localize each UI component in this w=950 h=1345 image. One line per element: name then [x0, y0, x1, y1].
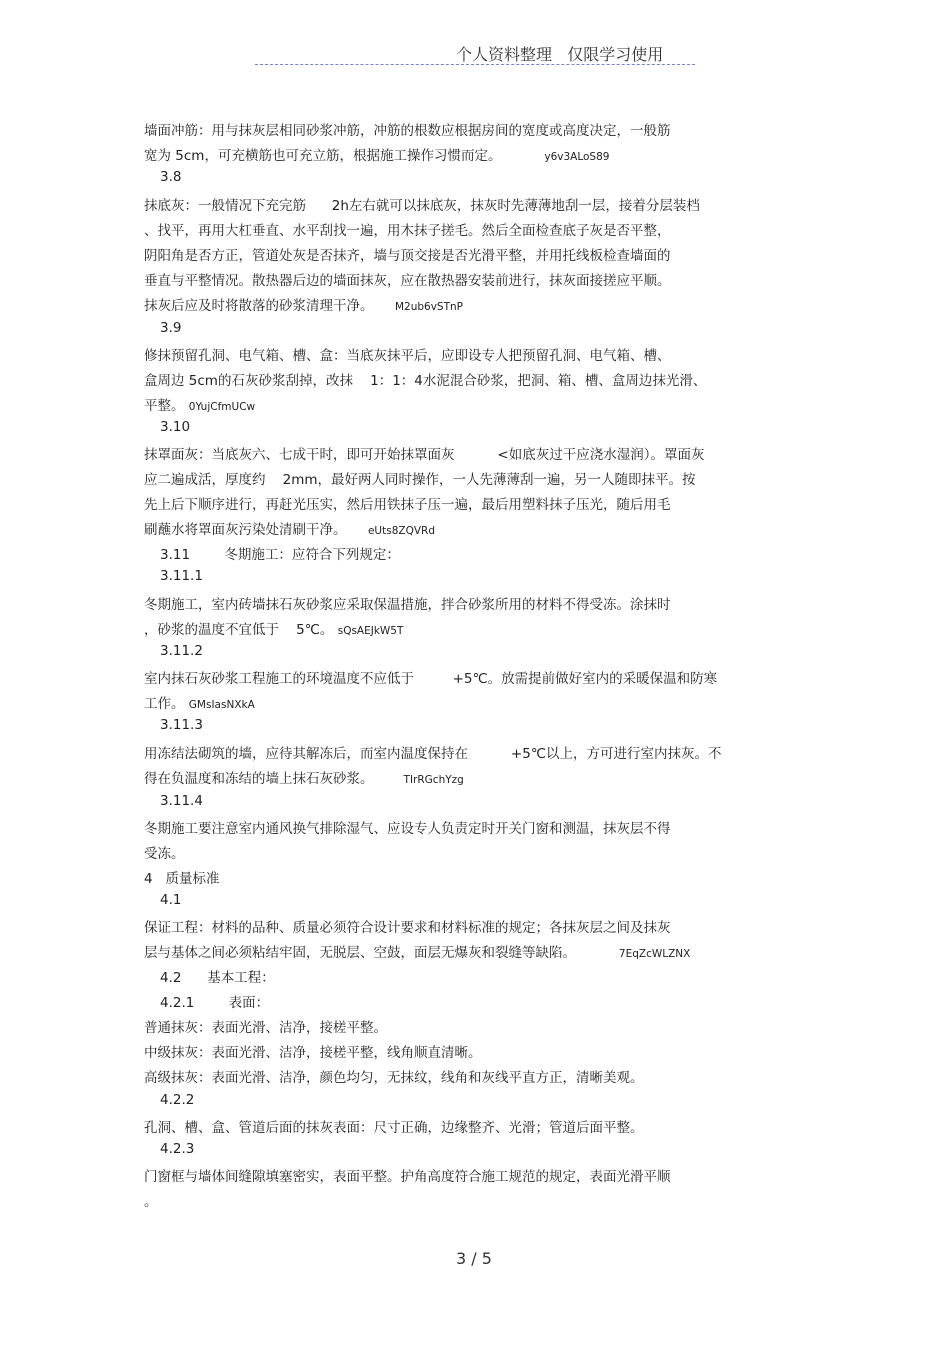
line-text: 室内抹石灰砂浆工程施工的环境温度不应低于 +5℃。放需提前做好室内的采暖保温和防寒: [144, 671, 718, 687]
line-text: ，砂浆的温度不宜低于 5℃。: [144, 622, 338, 638]
text-line: [144, 1116, 644, 1136]
line-code: GMsIasNXkA: [188, 699, 255, 711]
line-code: eUts8ZQVRd: [367, 525, 435, 537]
line-text: 层与基体之间必须粘结牢固，无脱层、空鼓，面层无爆灰和裂缝等缺陷。: [144, 945, 619, 961]
text-line: [144, 593, 671, 613]
text-line: [144, 144, 609, 164]
text-line: [144, 618, 403, 638]
text-line: [144, 842, 185, 862]
text-line: [160, 717, 203, 733]
line-text: 冬期施工，室内砖墙抹石灰砂浆应采取保温措施，拌合砂浆所用的材料不得受冻。涂抹时: [144, 597, 671, 613]
text-line: [160, 568, 203, 584]
page-header: 个人资料整理 仅限学习使用: [456, 45, 664, 64]
line-text: 3.11.4: [160, 793, 203, 809]
line-text: 4.2.2: [160, 1092, 195, 1108]
text-line: [144, 916, 671, 936]
line-text: 4.1: [160, 892, 182, 908]
text-line: [160, 793, 203, 809]
line-text: 抹底灰：一般情况下充完筋 2h左右就可以抹底灰，抹灰时先薄薄地刮一层，接着分层装档: [144, 198, 700, 214]
text-line: [144, 817, 671, 837]
text-line: [144, 767, 464, 787]
text-line: [144, 518, 435, 538]
text-line: [160, 966, 275, 986]
line-text: 高级抹灰：表面光滑、洁净，颜色均匀，无抹纹，线角和灰线平直方正，清晰美观。: [144, 1070, 644, 1086]
line-code: sQsAEJkW5T: [337, 625, 404, 637]
line-text: 4.2.1 表面：: [160, 995, 270, 1011]
line-code: TIrRGchYzg: [403, 774, 464, 786]
line-code: M2ub6vSTnP: [394, 301, 463, 313]
text-line: [144, 219, 671, 239]
line-text: 先上后下顺序进行，再赶光压实，然后用铁抹子压一遍，最后用塑料抹子压光，随后用毛: [144, 497, 671, 513]
line-text: 刷蘸水将罩面灰污染处清刷干净。: [144, 522, 368, 538]
text-line: [144, 1066, 644, 1086]
text-line: [144, 1165, 671, 1185]
text-line: [144, 692, 255, 712]
line-text: 墙面冲筋：用与抹灰层相同砂浆冲筋，冲筋的根数应根据房间的宽度或高度决定，一般筋: [144, 123, 671, 139]
line-text: 冬期施工要注意室内通风换气排除湿气、应设专人负责定时开关门窗和测温，抹灰层不得: [144, 821, 671, 837]
line-text: 工作。: [144, 696, 189, 712]
line-text: 3.11.2: [160, 643, 203, 659]
line-text: 4 质量标准: [144, 871, 220, 887]
line-text: 3.9: [160, 320, 182, 336]
line-text: 抹灰后应及时将散落的砂浆清理干净。: [144, 298, 395, 314]
line-text: 4.2.3: [160, 1141, 195, 1157]
line-text: 3.11.1: [160, 568, 203, 584]
line-text: 用冻结法砌筑的墙，应待其解冻后，而室内温度保持在 +5℃以上，方可进行室内抹灰。不: [144, 746, 722, 762]
text-line: [144, 941, 690, 961]
line-text: 中级抹灰：表面光滑、洁净，接槎平整，线角顺直清晰。: [144, 1045, 482, 1061]
text-line: [144, 1016, 387, 1036]
line-text: 3.8: [160, 169, 182, 185]
line-text: 阴阳角是否方正，管道处灰是否抹齐，墙与顶交接是否光滑平整，并用托线板检查墙面的: [144, 248, 671, 264]
page-number: 3 / 5: [456, 1249, 492, 1268]
line-text: 抹罩面灰：当底灰六、七成干时，即可开始抹罩面灰 <如底灰过干应浇水湿润）。罩面灰: [144, 447, 705, 463]
text-line: [144, 1041, 482, 1061]
text-line: [144, 443, 704, 463]
text-line: [144, 344, 671, 364]
text-line: [144, 194, 700, 214]
line-text: 普通抹灰：表面光滑、洁净，接槎平整。: [144, 1020, 387, 1036]
text-line: [144, 493, 671, 513]
text-line: [144, 119, 671, 139]
line-text: 4.2 基本工程：: [160, 970, 275, 986]
line-code: y6v3ALoS89: [544, 151, 610, 163]
header-divider: [255, 64, 695, 65]
text-line: [144, 742, 721, 762]
line-text: 保证工程：材料的品种、质量必须符合设计要求和材料标准的规定；各抹灰层之间及抹灰: [144, 920, 671, 936]
line-text: 受冻。: [144, 846, 185, 862]
line-text: 垂直与平整情况。散热器后边的墙面抹灰，应在散热器安装前进行，抹灰面接搓应平顺。: [144, 273, 671, 289]
line-text: 得在负温度和冻结的墙上抹石灰砂浆。: [144, 771, 404, 787]
line-text: 应二遍成活，厚度约 2mm，最好两人同时操作，一人先薄薄刮一遍，另一人随即抹平。按: [144, 472, 696, 488]
text-line: [160, 543, 400, 563]
text-line: [160, 991, 269, 1011]
text-line: [160, 643, 203, 659]
line-text: 宽为 5cm，可充横筋也可充立筋，根据施工操作习惯而定。: [144, 148, 545, 164]
line-text: 3.10: [160, 419, 191, 435]
text-line: [160, 1092, 194, 1108]
text-line: [144, 369, 706, 389]
text-line: [144, 667, 717, 687]
text-line: [144, 244, 671, 264]
line-text: 、找平，再用大杠垂直、水平刮找一遍，用木抹子搓毛。然后全面检查底子灰是否平整，: [144, 223, 671, 239]
line-text: 3.11 冬期施工：应符合下列规定：: [160, 547, 400, 563]
line-text: 修抹预留孔洞、电气箱、槽、盒：当底灰抹平后，应即设专人把预留孔洞、电气箱、槽、: [144, 348, 671, 364]
line-text: 3.11.3: [160, 717, 203, 733]
line-text: 盒周边 5cm的石灰砂浆刮掉，改抹 1：1：4水泥混合砂浆，把洞、箱、槽、盒周边抹光滑、: [144, 373, 707, 389]
text-line: [160, 419, 190, 435]
line-code: 7EqZcWLZNX: [618, 948, 691, 960]
text-line: [160, 320, 181, 336]
line-text: 平整。: [144, 398, 189, 414]
line-text: 。: [144, 1194, 158, 1210]
text-line: [144, 294, 463, 314]
line-code: 0YujCfmUCw: [188, 401, 256, 413]
text-line: [160, 169, 181, 185]
text-line: [160, 892, 181, 908]
text-line: [160, 1141, 194, 1157]
text-line: [144, 1190, 158, 1210]
text-line: [144, 867, 219, 887]
text-line: [144, 394, 255, 414]
text-line: [144, 468, 696, 488]
line-text: 门窗框与墙体间缝隙填塞密实，表面平整。护角高度符合施工规范的规定，表面光滑平顺: [144, 1169, 671, 1185]
text-line: [144, 269, 671, 289]
line-text: 孔洞、槽、盒、管道后面的抹灰表面：尺寸正确，边缘整齐、光滑；管道后面平整。: [144, 1120, 644, 1136]
